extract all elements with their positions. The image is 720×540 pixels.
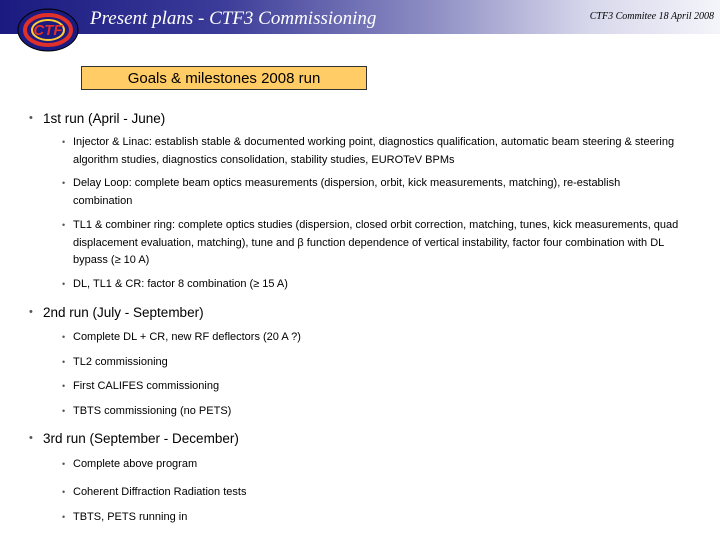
bullet-icon: • — [62, 220, 66, 230]
bullet-icon: • — [62, 381, 66, 391]
run-2-subitem-2 — [62, 354, 682, 372]
run-3-subitem-2 — [62, 484, 682, 502]
header-meeting-date: CTF3 Commitee 18 April 2008 — [589, 11, 714, 22]
subitem-text: TBTS commissioning (no PETS) — [73, 405, 232, 417]
run-1-subitem-1 — [62, 134, 682, 169]
subitem-text: TL1 & combiner ring: complete optics studies (dispersion, closed orbit correction, matching, tunes, kick measurements, quad displacement evaluation, matching), tune and β function dependence of vertical instability, factor four combination with DL bypass (≥ 10 A) — [73, 219, 679, 266]
slide-title: Present plans - CTF3 Commissioning — [90, 8, 377, 29]
subitem-text: Delay Loop: complete beam optics measurements (dispersion, orbit, kick measurements, matching), re-establish combination — [73, 177, 621, 207]
goals-milestones-heading: Goals & milestones 2008 run — [81, 66, 367, 90]
subitem-text: Complete DL + CR, new RF deflectors (20 A ?) — [73, 331, 301, 343]
run-1-subitem-4 — [62, 276, 682, 294]
bullet-icon: • — [29, 112, 33, 124]
run-1-subitem-2 — [62, 175, 682, 210]
bullet-icon: • — [62, 357, 66, 367]
run-3-subitem-3 — [62, 509, 682, 527]
run-3-subitem-1 — [62, 456, 682, 474]
bullet-icon: • — [62, 332, 66, 342]
subitem-text: Injector & Linac: establish stable & documented working point, diagnostics qualification, automatic beam steering & steering algorithm studies, diagnostics consolidation, stability studies, EUROTeV BPMs — [73, 136, 675, 166]
bullet-icon: • — [62, 279, 66, 289]
subitem-text: TL2 commissioning — [73, 356, 168, 368]
bullet-icon: • — [62, 406, 66, 416]
logo-text: CTF — [33, 22, 63, 39]
bullet-icon: • — [62, 487, 66, 497]
run-3-label: 3rd run (September - December) — [43, 431, 239, 446]
bullet-icon: • — [29, 432, 33, 444]
run-2-subitem-4 — [62, 403, 682, 421]
run-2-subitem-3 — [62, 378, 682, 396]
subitem-text: First CALIFES commissioning — [73, 380, 220, 392]
subitem-text: DL, TL1 & CR: factor 8 combination (≥ 15 A) — [73, 278, 288, 290]
subitem-text: Complete above program — [73, 458, 198, 470]
bullet-icon: • — [62, 512, 66, 522]
bullet-icon: • — [62, 178, 66, 188]
run-1-subitem-3 — [62, 217, 682, 270]
run-2-subitem-1 — [62, 329, 682, 347]
bullet-icon: • — [62, 137, 66, 147]
bullet-icon: • — [62, 459, 66, 469]
subitem-text: TBTS, PETS running in — [73, 511, 188, 523]
run-1-label: 1st run (April - June) — [43, 111, 166, 126]
subitem-text: Coherent Diffraction Radiation tests — [73, 486, 247, 498]
run-2-label: 2nd run (July - September) — [43, 305, 204, 320]
bullet-icon: • — [29, 306, 33, 318]
